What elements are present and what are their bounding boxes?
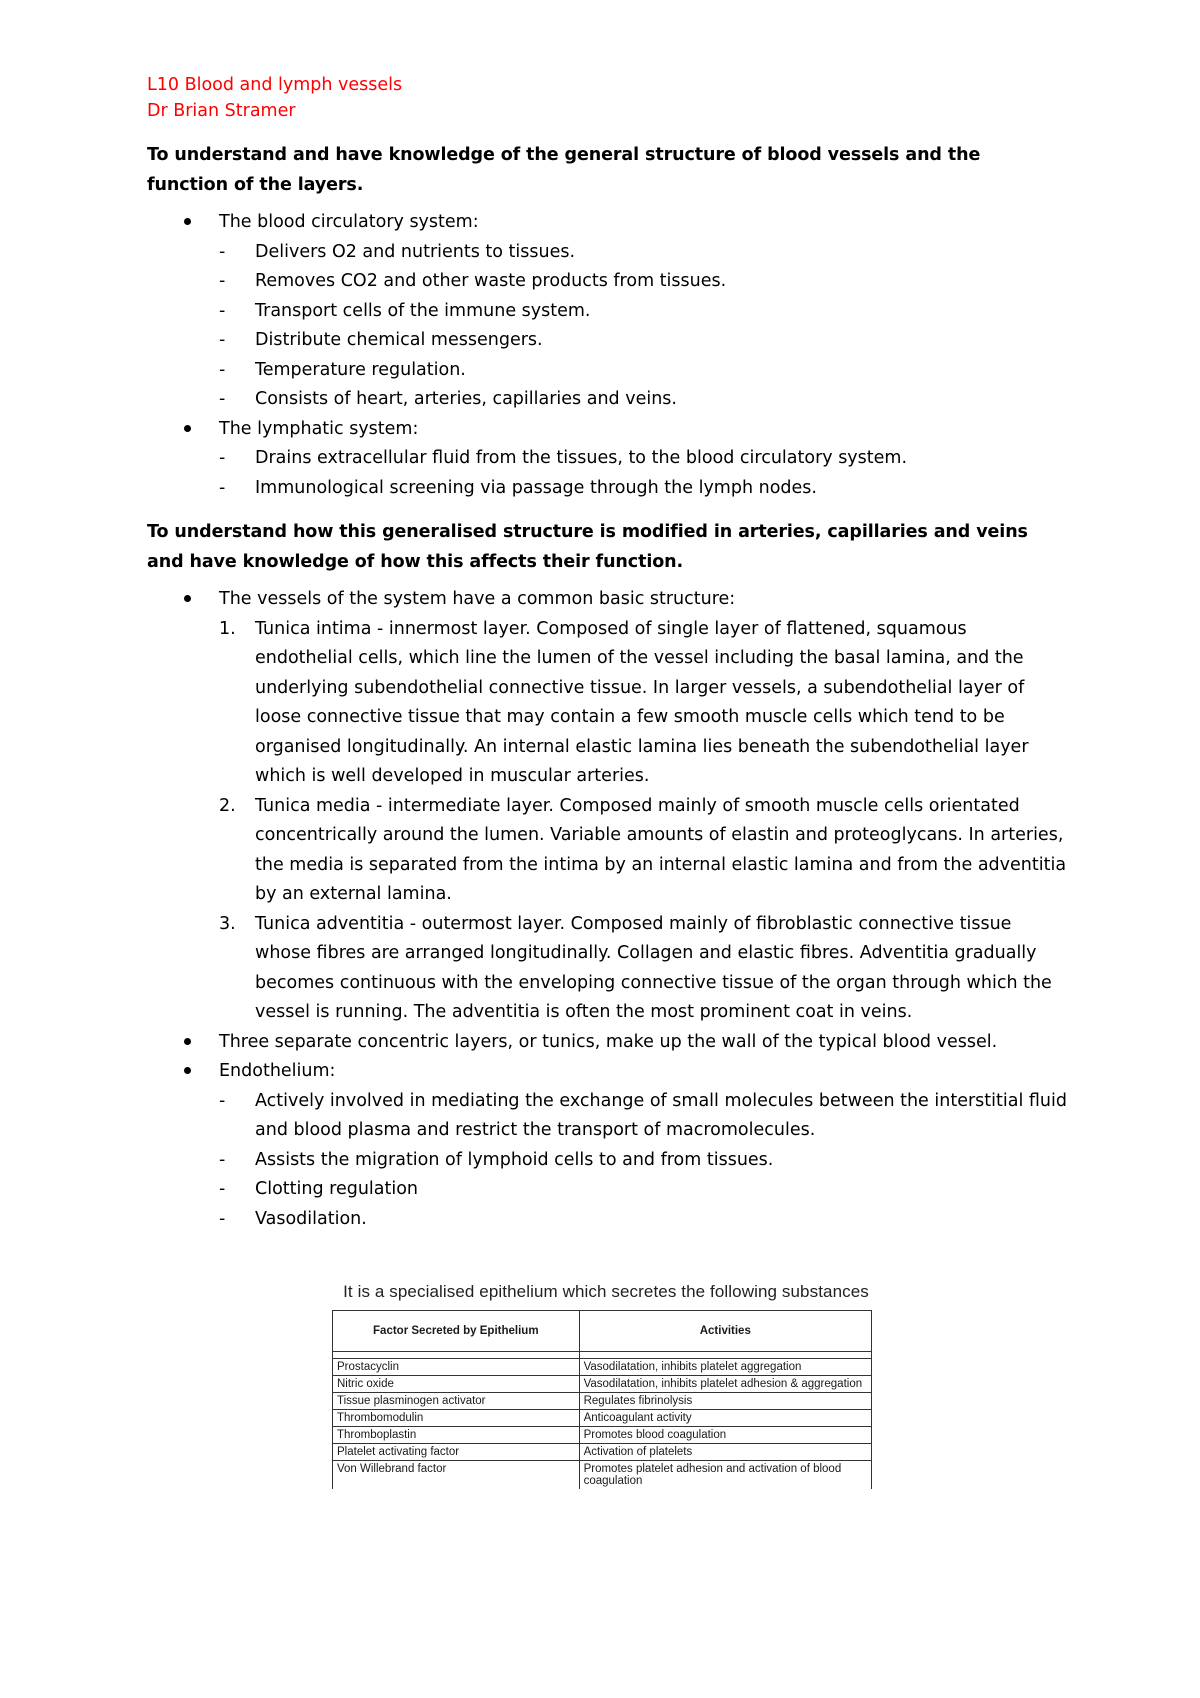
table-cell: Prostacyclin bbox=[333, 1359, 580, 1376]
list-item: - Vasodilation. bbox=[219, 1208, 367, 1229]
list-item: - Drains extracellular fluid from the tissues, to the blood circulatory system. bbox=[219, 448, 908, 468]
list-item: 2. Tunica media - intermediate layer. Composed mainly of smooth muscle cells orientated concentrically around the lumen. Variable amounts of elastin and proteoglycans. In arteries, the media is separated from the intima by an internal elastic lamina and from the adventitia by an external lamina. bbox=[219, 795, 1067, 904]
table-header-row bbox=[333, 1311, 872, 1352]
figure-caption: It is a specialised epithelium which secretes the following substances bbox=[343, 1282, 869, 1301]
doc-title: L10 Blood and lymph vessels bbox=[147, 75, 403, 95]
section1-heading: To understand and have knowledge of the general structure of blood vessels and the function of the layers. bbox=[147, 145, 981, 195]
table-row bbox=[333, 1461, 872, 1490]
column-header: Factor Secreted by Epithelium bbox=[333, 1311, 580, 1352]
list-item: - Clotting regulation bbox=[219, 1179, 419, 1199]
bullet-text: The lymphatic system: bbox=[219, 418, 419, 439]
list-item: - Assists the migration of lymphoid cells to and from tissues. bbox=[219, 1149, 774, 1170]
table-cell: Von Willebrand factor bbox=[333, 1461, 580, 1490]
bullet-text: The vessels of the system have a common basic structure: bbox=[219, 589, 736, 609]
list-item: - Temperature regulation. bbox=[219, 359, 466, 380]
sublist bbox=[219, 238, 1067, 415]
table-cell: Anticoagulant activity bbox=[579, 1410, 871, 1427]
table-cell: Activation of platelets bbox=[579, 1444, 871, 1461]
list-item: - Delivers O2 and nutrients to tissues. bbox=[219, 241, 576, 262]
bullet-text: Endothelium: bbox=[219, 1061, 336, 1081]
sublist bbox=[219, 444, 1067, 503]
list-item bbox=[147, 415, 1067, 504]
list-item: 1. Tunica intima - innermost layer. Composed of single layer of flattened, squamous endothelial cells, which line the lumen of the vessel including the basal lamina, and the underlying subendothelial connective tissue. In larger vessels, a subendothelial layer of loose connective tissue that may contain a few smooth muscle cells which tend to be organised longitudinally. An internal elastic lamina lies beneath the subendothelial layer which is well developed in muscular arteries. bbox=[219, 618, 1029, 786]
document-page bbox=[147, 72, 1067, 1234]
table-cell: Regulates fibrinolysis bbox=[579, 1393, 871, 1410]
column-header: Activities bbox=[579, 1311, 871, 1352]
table-cell: Promotes blood coagulation bbox=[579, 1427, 871, 1444]
sublist bbox=[219, 1087, 1067, 1235]
list-item: - Consists of heart, arteries, capillaries and veins. bbox=[219, 389, 677, 409]
list-item: 3. Tunica adventitia - outermost layer. Composed mainly of fibroblastic connective tissue whose fibres are arranged longitudinally. Collagen and elastic fibres. Adventitia gradually becomes continuous with the enveloping connective tissue of the organ through which the vessel is running. The adventitia is often the most prominent coat in veins. bbox=[219, 913, 1052, 1022]
numbered-list bbox=[219, 615, 1067, 1028]
doc-author: Dr Brian Stramer bbox=[147, 101, 296, 121]
section1-list bbox=[147, 208, 1067, 503]
bullet-text: Three separate concentric layers, or tunics, make up the wall of the typical blood vessel. bbox=[219, 1031, 998, 1052]
table-row bbox=[333, 1393, 872, 1410]
table-cell: Nitric oxide bbox=[333, 1376, 580, 1393]
table-row bbox=[333, 1427, 872, 1444]
table-row bbox=[333, 1376, 872, 1393]
table-cell: Promotes platelet adhesion and activation of blood coagulation bbox=[579, 1461, 871, 1490]
table-row bbox=[333, 1359, 872, 1376]
table-cell: Platelet activating factor bbox=[333, 1444, 580, 1461]
table-cell: Tissue plasminogen activator bbox=[333, 1393, 580, 1410]
table-row bbox=[333, 1410, 872, 1427]
list-item: - Transport cells of the immune system. bbox=[219, 300, 591, 321]
list-item bbox=[147, 1057, 1067, 1234]
list-item: - Removes CO2 and other waste products from tissues. bbox=[219, 271, 727, 291]
list-item: - Distribute chemical messengers. bbox=[219, 330, 543, 350]
bullet-text: The blood circulatory system: bbox=[219, 212, 479, 232]
factors-table bbox=[332, 1310, 872, 1489]
table-cell: Thromboplastin bbox=[333, 1427, 580, 1444]
table-cell: Vasodilatation, inhibits platelet aggregation bbox=[579, 1359, 871, 1376]
list-item bbox=[147, 1028, 1067, 1058]
table-row bbox=[333, 1444, 872, 1461]
table-cell: Vasodilatation, inhibits platelet adhesion & aggregation bbox=[579, 1376, 871, 1393]
list-item bbox=[147, 208, 1067, 415]
list-item: - Immunological screening via passage through the lymph nodes. bbox=[219, 477, 817, 498]
list-item bbox=[147, 585, 1067, 1028]
section2-list bbox=[147, 585, 1067, 1234]
endothelium-figure bbox=[326, 1282, 886, 1489]
table-cell: Thrombomodulin bbox=[333, 1410, 580, 1427]
list-item: - Actively involved in mediating the exchange of small molecules between the interstitial fluid and blood plasma and restrict the transport of macromolecules. bbox=[219, 1090, 1067, 1140]
section2-heading: To understand how this generalised structure is modified in arteries, capillaries and veins and have knowledge of how this affects their function. bbox=[147, 522, 1028, 572]
